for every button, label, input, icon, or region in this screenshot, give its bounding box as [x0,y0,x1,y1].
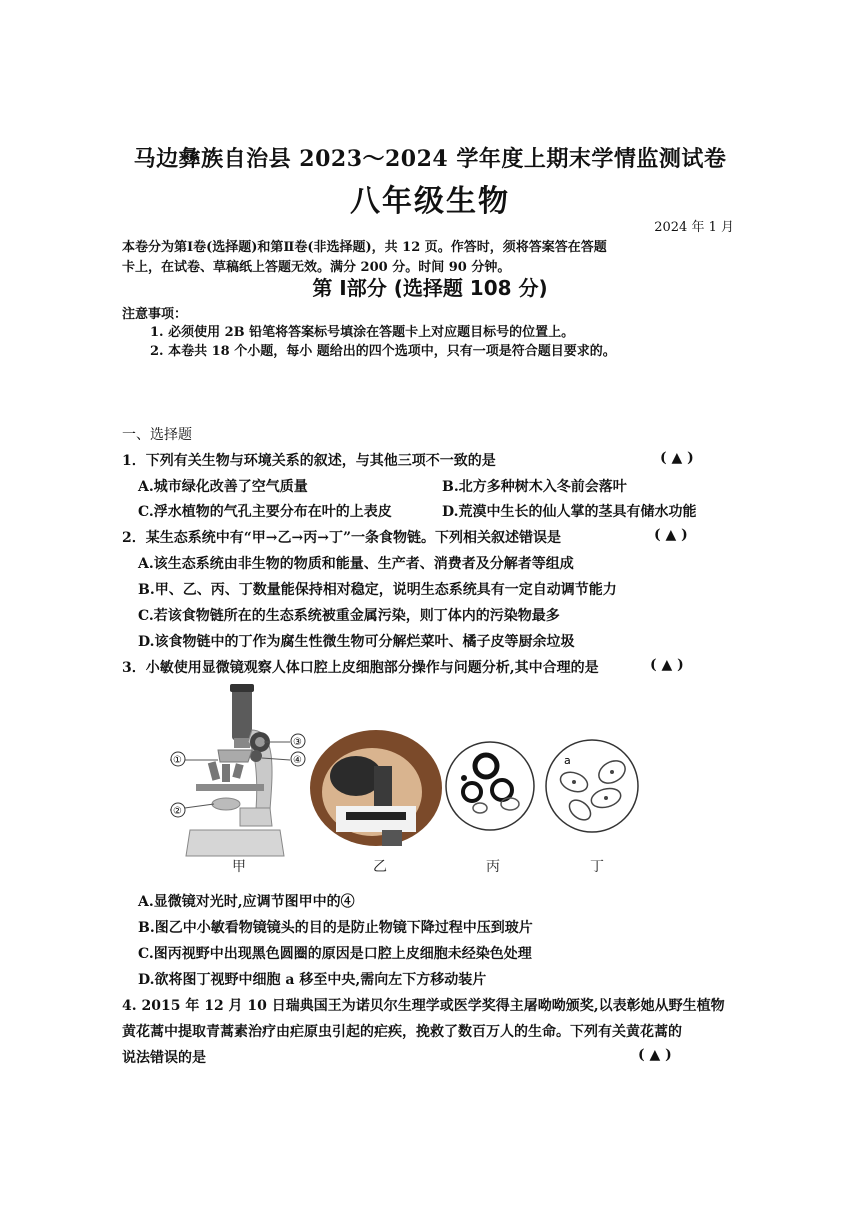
q3-option-b: B.图乙中小敏看物镜镜头的目的是防止物镜下降过程中压到玻片 [138,920,533,936]
section-title: 一、选择题 [122,427,192,443]
view-circle-bing [446,742,534,830]
microscope-figure-svg [160,680,660,880]
part-title: 第 Ⅰ部分 (选择题 108 分) [312,276,548,300]
marker-1: ① [173,755,182,766]
figure-label-ding: 丁 [590,859,604,875]
question-4-stem-line-1: 4. 2015 年 12 月 10 日瑞典国王为诺贝尔生理学或医学奖得主屠呦呦颁奖,以表彰她从野生植物 [122,998,725,1014]
q2-option-b: B.甲、乙、丙、丁数量能保持相对稳定，说明生态系统具有一定自动调节能力 [138,582,617,598]
cell-a-label: a [564,754,571,767]
marker-4: ④ [293,755,302,766]
intro-line-1: 本卷分为第Ⅰ卷(选择题)和第Ⅱ卷(非选择题)，共 12 页。作答时，须将答案答在答题 [122,240,607,255]
note-item: 1. 必须使用 2B 铅笔将答案标号填涂在答题卡上对应题目标号的位置上。 [150,325,575,340]
q2-option-a: A.该生态系统由非生物的物质和能量、生产者、消费者及分解者等组成 [138,556,574,572]
student-photo [310,730,442,846]
note-item: 2. 本卷共 18 个小题，每小 题给出的四个选项中，只有一项是符合题目要求的。 [150,344,616,359]
q3-option-c: C.图丙视野中出现黑色圆圈的原因是口腔上皮细胞未经染色处理 [138,946,532,962]
figure-label-bing: 丙 [486,859,500,875]
q2-option-d: D.该食物链中的丁作为腐生性微生物可分解烂菜叶、橘子皮等厨余垃圾 [138,634,575,650]
figure-label-yi: 乙 [373,859,387,875]
microscope-illustration [170,684,305,856]
question-3-figure [160,680,660,880]
answer-mark: ( ▲ ) [638,1047,672,1063]
q1-option-a: A.城市绿化改善了空气质量 [138,479,308,495]
answer-mark: ( ▲ ) [654,527,688,543]
question-4-stem-line-2: 黄花蒿中提取青蒿素治疗由疟原虫引起的疟疾，挽救了数百万人的生命。下列有关黄花蒿的 [122,1024,682,1040]
q3-option-d: D.欲将图丁视野中细胞 a 移至中央,需向左下方移动装片 [138,972,487,988]
answer-mark: ( ▲ ) [650,657,684,673]
q3-option-a: A.显微镜对光时,应调节图甲中的④ [138,894,355,910]
q2-option-c: C.若该食物链所在的生态系统被重金属污染，则丁体内的污染物最多 [138,608,560,624]
intro-line-2: 卡上，在试卷、草稿纸上答题无效。满分 200 分。时间 90 分钟。 [122,260,511,275]
subject-title: 八年级生物 [350,184,510,219]
answer-mark: ( ▲ ) [660,450,694,466]
question-3-stem: 3．小敏使用显微镜观察人体口腔上皮细胞部分操作与问题分析,其中合理的是 [122,660,599,676]
figure-label-jia: 甲 [232,859,246,875]
q1-option-d: D.荒漠中生长的仙人掌的茎具有储水功能 [442,504,697,520]
question-4-stem-line-3: 说法错误的是 [122,1050,206,1066]
view-circle-ding [546,740,638,832]
question-2-stem: 2．某生态系统中有“甲→乙→丙→丁”一条食物链。下列相关叙述错误是 [122,530,562,546]
notes-heading: 注意事项： [122,307,188,322]
exam-title: 马边彝族自治县 2023～2024 学年度上期末学情监测试卷 [133,146,727,172]
q1-option-c: C.浮水植物的气孔主要分布在叶的上表皮 [138,504,392,520]
exam-date: 2024 年 1 月 [654,220,734,235]
q1-option-b: B.北方多种树木入冬前会落叶 [442,479,627,495]
marker-2: ② [173,806,182,817]
marker-3: ③ [293,737,302,748]
question-1-stem: 1．下列有关生物与环境关系的叙述，与其他三项不一致的是 [122,453,496,469]
